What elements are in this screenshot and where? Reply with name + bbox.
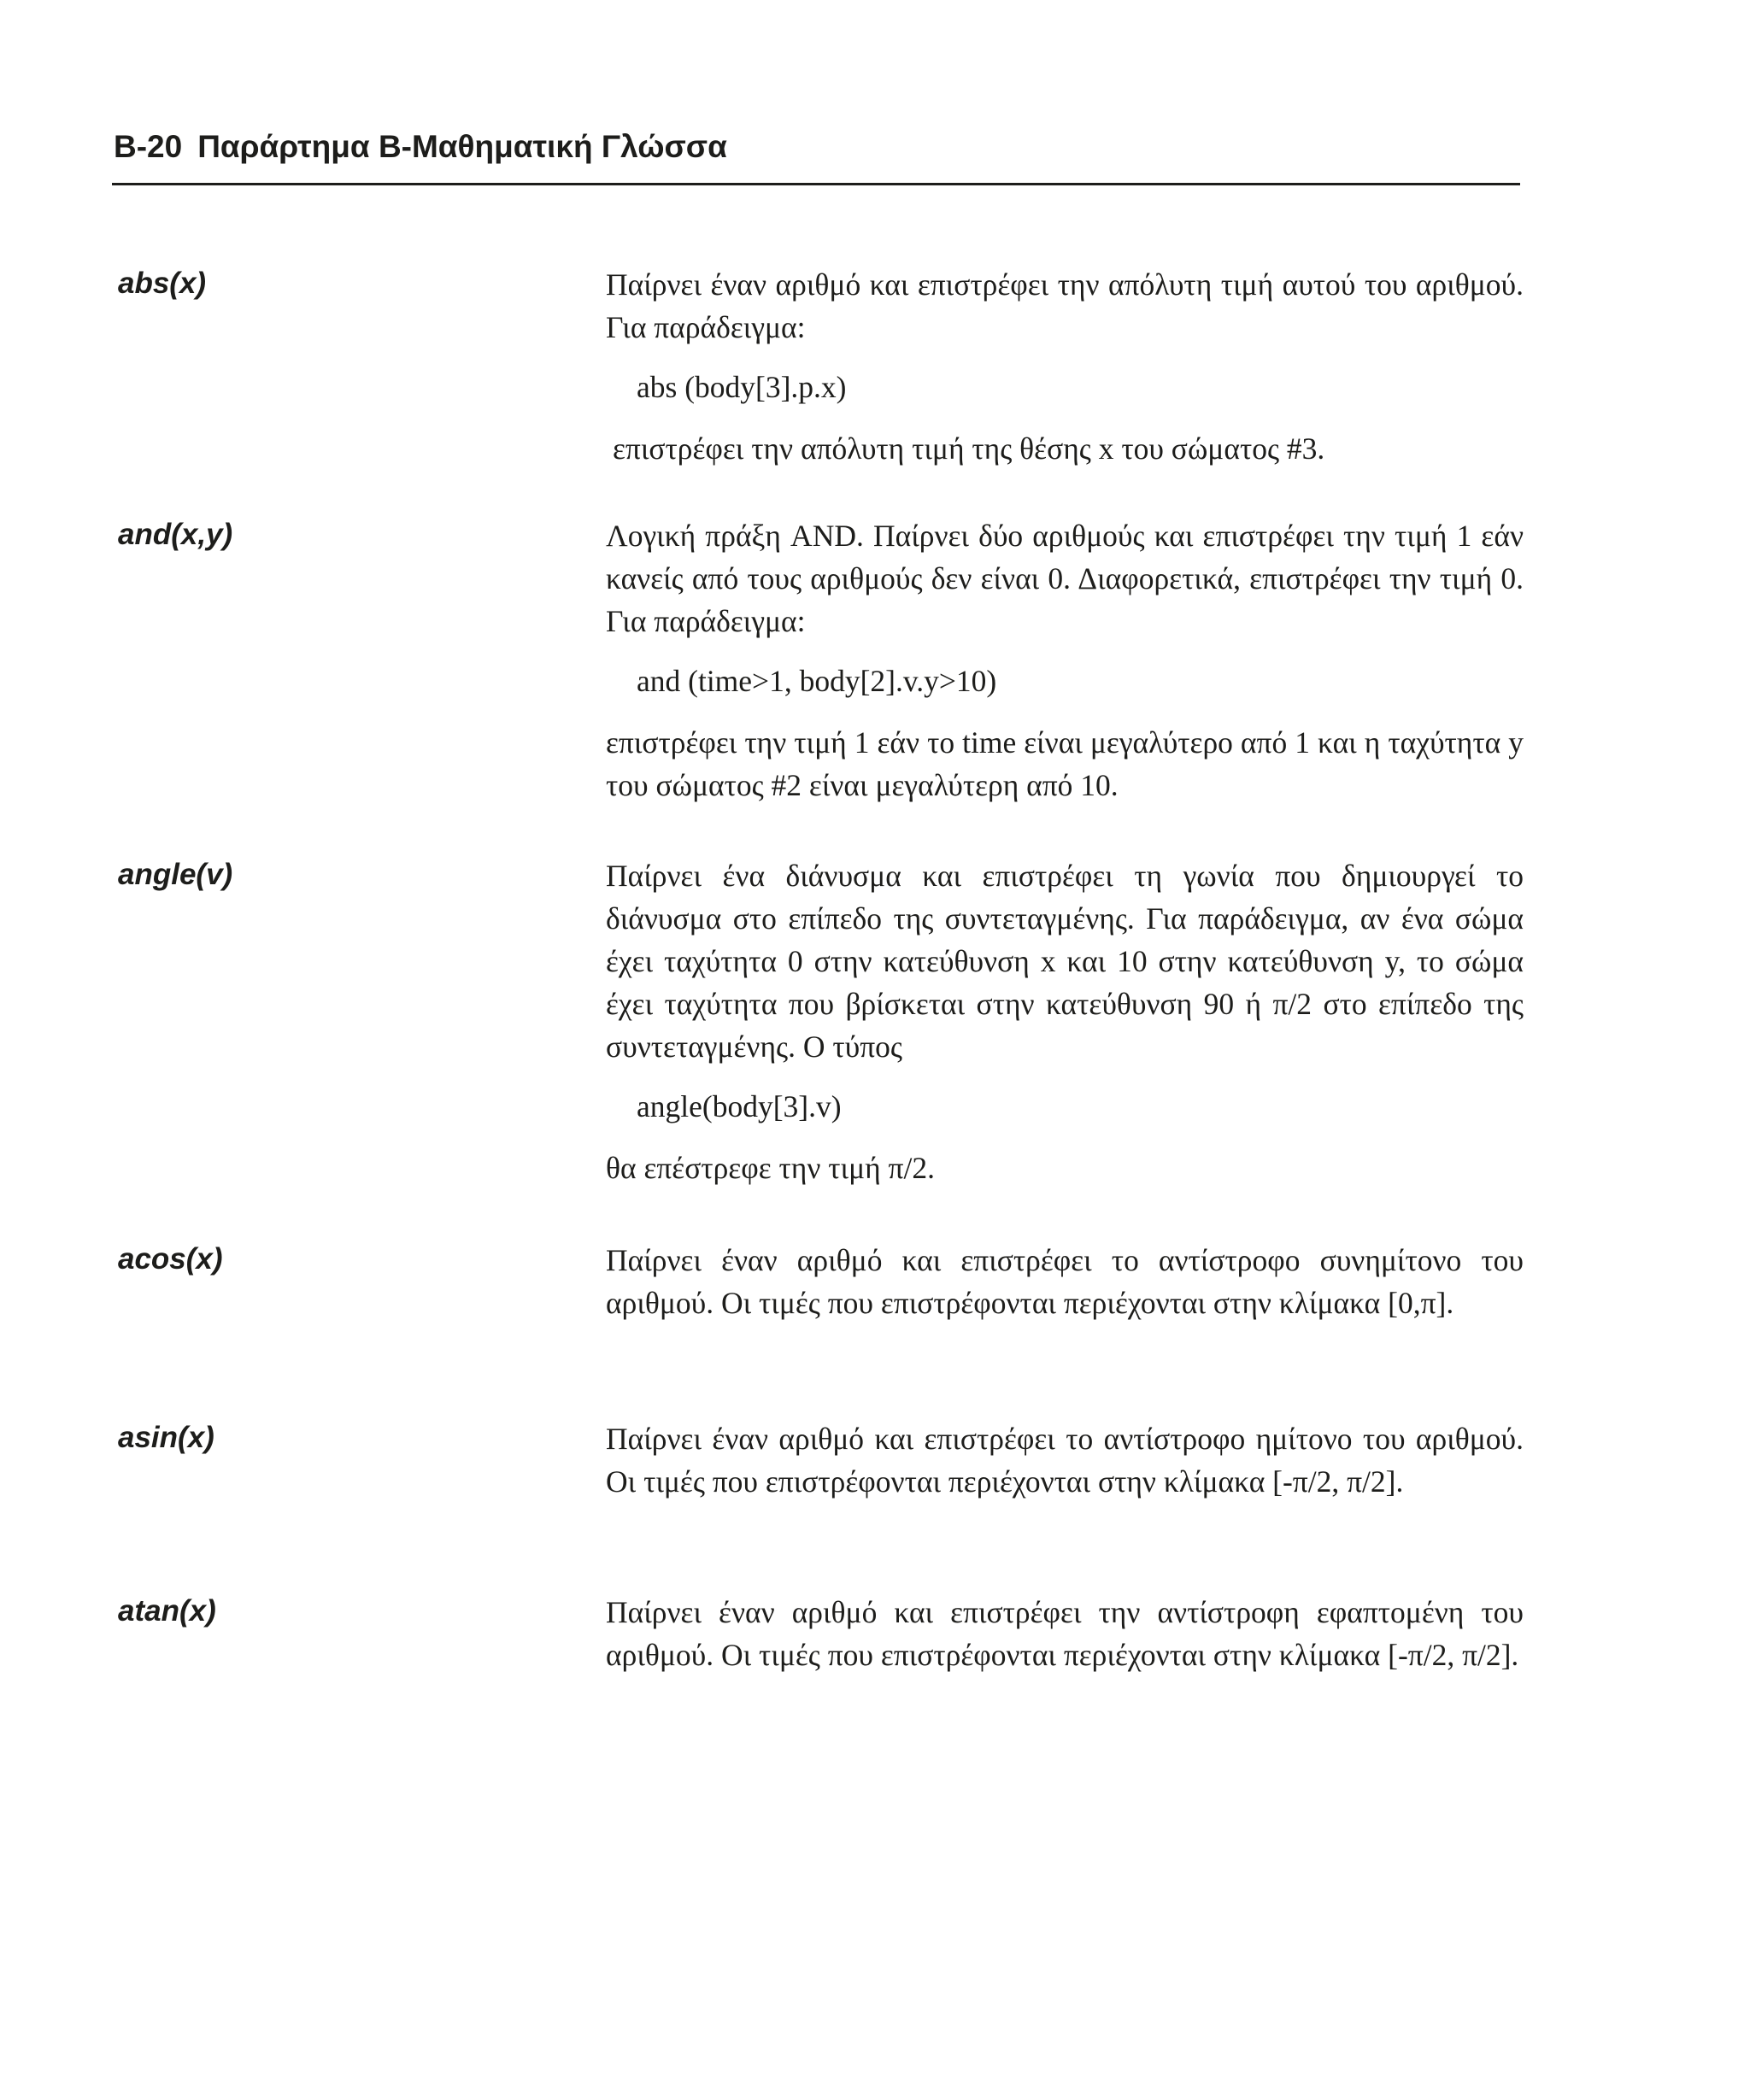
- definition-body: [606, 854, 1524, 1189]
- function-name: abs(x): [118, 267, 207, 300]
- function-name: angle(v): [118, 858, 233, 891]
- page-header: [112, 121, 1520, 185]
- example-explanation: θα επέστρεφε την τιμή π/2.: [606, 1151, 935, 1185]
- definition-body: [606, 514, 1524, 807]
- example-explanation: επιστρέφει την απόλυτη τιμή της θέσης x του σώματος #3.: [613, 431, 1325, 466]
- function-name: asin(x): [118, 1421, 214, 1454]
- function-name: and(x,y): [118, 518, 233, 551]
- definition-text: Παίρνει έναν αριθμό και επιστρέφει το αντίστροφο ημίτονο του αριθμού. Οι τιμές που επιστρέφονται περιέχονται στην κλίμακα [-π/2, π/2].: [606, 1422, 1524, 1499]
- function-name: atan(x): [118, 1594, 216, 1628]
- definition-text: Παίρνει έναν αριθμό και επιστρέφει την απόλυτη τιμή αυτού του αριθμού. Για παράδειγμα:: [606, 267, 1524, 344]
- definition-body: [606, 1239, 1524, 1324]
- definition-text: Παίρνει ένα διάνυσμα και επιστρέφει τη γωνία που δημιουργεί το διάνυσμα στο επίπεδο της συντεταγμένης. Για παράδειγμα, αν ένα σώμα έχει ταχύτητα 0 στην κατεύθυνση x και 10 στην κατεύθυνση y, το σώμα έχει ταχύτητα που βρίσκεται στην κατεύθυνση 90 ή π/2 στο επίπεδο της συντεταγμένης. Ο τύπος: [606, 859, 1524, 1064]
- code-example: angle(body[3].v): [637, 1089, 842, 1123]
- code-example: abs (body[3].p.x): [637, 370, 847, 404]
- page-title: Παράρτημα B-Μαθηματική Γλώσσα: [197, 129, 727, 164]
- definition-body: [606, 263, 1524, 470]
- definition-text: Παίρνει έναν αριθμό και επιστρέφει το αντίστροφο συνημίτονο του αριθμού. Οι τιμές που επιστρέφονται περιέχονται στην κλίμακα [0,π].: [606, 1243, 1524, 1320]
- running-head: [114, 128, 727, 166]
- code-example: and (time>1, body[2].v.y>10): [637, 664, 997, 698]
- page-number: B-20: [114, 129, 183, 164]
- function-name: acos(x): [118, 1242, 223, 1276]
- definition-text: Λογική πράξη AND. Παίρνει δύο αριθμούς και επιστρέφει την τιμή 1 εάν κανείς από τους αριθμούς δεν είναι 0. Διαφορετικά, επιστρέφει την τιμή 0. Για παράδειγμα:: [606, 519, 1524, 638]
- example-explanation: επιστρέφει την τιμή 1 εάν το time είναι μεγαλύτερο από 1 και η ταχύτητα y του σώματος #2 είναι μεγαλύτερη από 10.: [606, 725, 1524, 802]
- definition-body: [606, 1591, 1524, 1676]
- definition-body: [606, 1417, 1524, 1503]
- definition-text: Παίρνει έναν αριθμό και επιστρέφει την αντίστροφη εφαπτομένη του αριθμού. Οι τιμές που επιστρέφονται περιέχονται στην κλίμακα [-π/2, π/2].: [606, 1595, 1524, 1672]
